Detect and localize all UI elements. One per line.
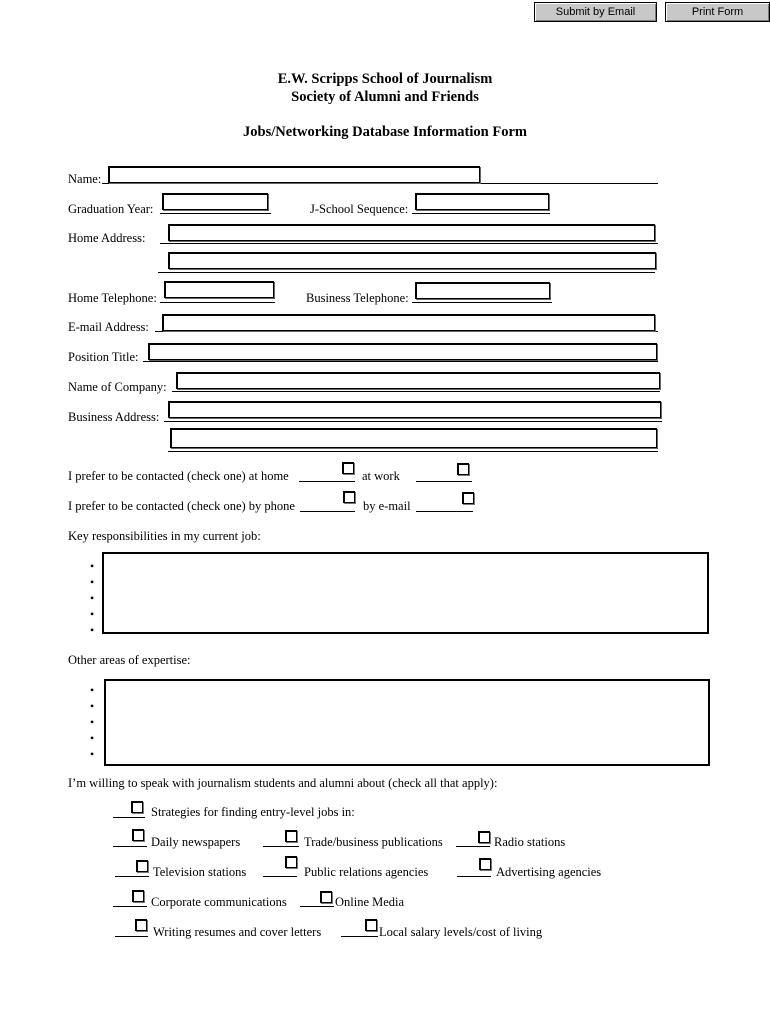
contact-where-label: I prefer to be contacted (check one) at home [68, 469, 289, 483]
online-media-checkbox[interactable] [320, 891, 332, 903]
trade-publications-checkbox[interactable] [285, 830, 297, 842]
salary-checkbox[interactable] [365, 919, 377, 931]
phone-check-underline [300, 511, 355, 512]
position-title-input[interactable] [148, 343, 657, 360]
jschool-sequence-input[interactable] [415, 193, 549, 210]
society-name: Society of Alumni and Friends [291, 89, 479, 105]
daily-newspapers-underline [113, 846, 147, 847]
daily-newspapers-label: Daily newspapers [151, 835, 241, 849]
advertising-underline [457, 876, 491, 877]
home-address-label: Home Address: [68, 231, 146, 245]
radio-stations-checkbox[interactable] [478, 831, 490, 843]
daily-newspapers-checkbox[interactable] [132, 829, 144, 841]
salary-label: Local salary levels/cost of living [379, 925, 543, 939]
business-address-input-1[interactable] [168, 401, 661, 418]
name-input[interactable] [108, 166, 480, 183]
home-address-underline-1 [160, 243, 658, 244]
television-stations-checkbox[interactable] [136, 860, 148, 872]
home-telephone-input[interactable] [164, 281, 274, 298]
radio-stations-underline [456, 846, 490, 847]
company-underline [172, 391, 660, 392]
responsibilities-label: Key responsibilities in my current job: [68, 529, 261, 543]
graduation-year-underline [160, 213, 271, 214]
contact-work-checkbox[interactable] [457, 463, 469, 475]
public-relations-checkbox[interactable] [285, 856, 297, 868]
at-work-label: at work [362, 469, 400, 483]
online-media-label: Online Media [335, 895, 405, 909]
home-address-underline-2 [158, 272, 655, 273]
resumes-label: Writing resumes and cover letters [153, 925, 322, 939]
home-telephone-label: Home Telephone: [68, 291, 157, 305]
graduation-year-label: Graduation Year: [68, 202, 154, 216]
business-address-underline-1 [164, 421, 662, 422]
resumes-checkbox[interactable] [135, 919, 147, 931]
advertising-label: Advertising agencies [496, 865, 602, 879]
position-title-underline [143, 361, 658, 362]
home-address-input-2[interactable] [168, 252, 656, 269]
business-address-underline-2 [168, 451, 658, 452]
online-media-underline [300, 906, 334, 907]
bullet: • [90, 715, 95, 729]
contact-email-checkbox[interactable] [462, 492, 474, 504]
public-relations-label: Public relations agencies [304, 865, 429, 879]
bullet: • [90, 699, 95, 713]
bullet: • [90, 683, 95, 697]
willing-label: I’m willing to speak with journalism students and alumni about (check all that apply): [68, 776, 498, 790]
strategies-label: Strategies for finding entry-level jobs in: [151, 805, 355, 819]
email-underline [155, 331, 658, 332]
email-check-underline [416, 511, 473, 512]
business-telephone-underline [412, 302, 552, 303]
advertising-checkbox[interactable] [479, 858, 491, 870]
trade-publications-label: Trade/business publications [304, 835, 443, 849]
business-telephone-input[interactable] [415, 282, 550, 299]
corporate-communications-label: Corporate communications [151, 895, 287, 909]
trade-publications-underline [263, 846, 299, 847]
email-input[interactable] [162, 314, 655, 331]
jschool-sequence-label: J-School Sequence: [310, 202, 409, 216]
public-relations-underline [263, 876, 297, 877]
business-telephone-label: Business Telephone: [306, 291, 409, 305]
radio-stations-label: Radio stations [494, 835, 566, 849]
bullet: • [90, 607, 95, 621]
name-label: Name: [68, 172, 102, 186]
form-title: Jobs/Networking Database Information Form [243, 124, 527, 140]
business-address-label: Business Address: [68, 410, 160, 424]
salary-underline [341, 936, 378, 937]
home-telephone-underline [160, 302, 275, 303]
business-address-input-2[interactable] [170, 428, 657, 448]
print-form-button[interactable]: Print Form [665, 2, 770, 22]
jschool-sequence-underline [412, 213, 550, 214]
responsibilities-textarea[interactable] [102, 552, 709, 634]
strategies-underline [113, 817, 145, 818]
corporate-communications-underline [113, 906, 147, 907]
resumes-underline [115, 936, 148, 937]
graduation-year-input[interactable] [162, 193, 268, 210]
home-check-underline [299, 481, 355, 482]
company-label: Name of Company: [68, 380, 167, 394]
position-title-label: Position Title: [68, 350, 139, 364]
corporate-communications-checkbox[interactable] [132, 890, 144, 902]
expertise-label: Other areas of expertise: [68, 653, 191, 667]
company-input[interactable] [176, 372, 660, 389]
name-underline [102, 183, 658, 184]
bullet: • [90, 591, 95, 605]
by-email-label: by e-mail [363, 499, 411, 513]
contact-phone-checkbox[interactable] [343, 491, 355, 503]
bullet: • [90, 747, 95, 761]
email-label: E-mail Address: [68, 320, 149, 334]
contact-home-checkbox[interactable] [342, 462, 354, 474]
expertise-textarea[interactable] [104, 679, 710, 766]
bullet: • [90, 559, 95, 573]
bullet: • [90, 731, 95, 745]
television-stations-label: Television stations [153, 865, 247, 879]
bullet: • [90, 623, 95, 637]
submit-by-email-button[interactable]: Submit by Email [534, 2, 657, 22]
school-name: E.W. Scripps School of Journalism [277, 71, 493, 87]
work-check-underline [416, 481, 472, 482]
strategies-checkbox[interactable] [131, 801, 143, 813]
bullet: • [90, 575, 95, 589]
home-address-input-1[interactable] [168, 224, 655, 241]
television-stations-underline [115, 876, 149, 877]
contact-how-label: I prefer to be contacted (check one) by phone [68, 499, 295, 513]
